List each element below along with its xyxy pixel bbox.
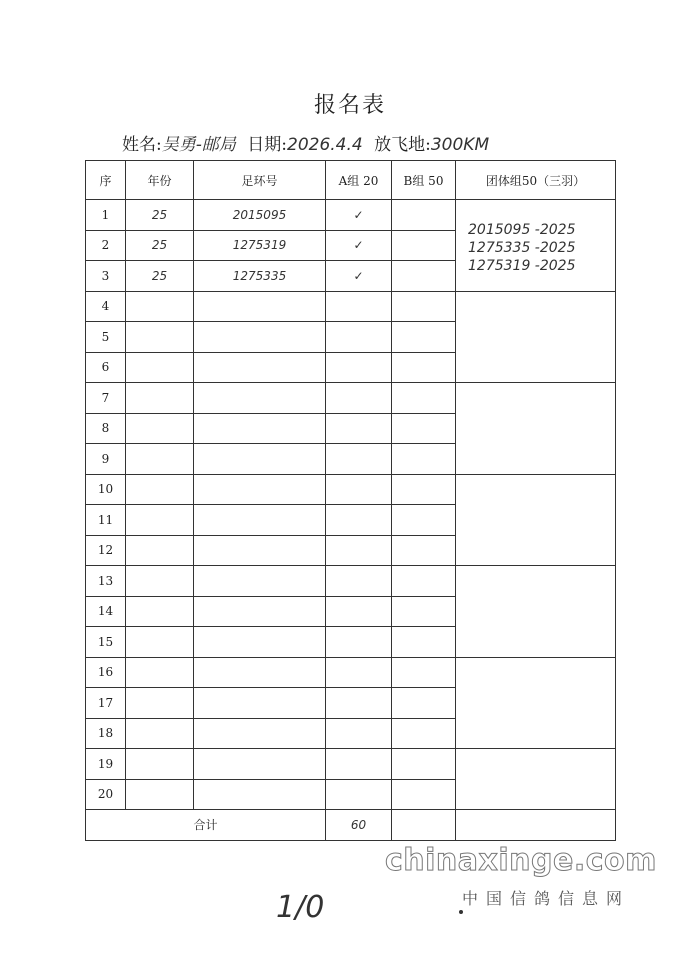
watermark-site-name: 中国信鸽信息网 [462,889,631,908]
team-group-ring-list [456,215,615,275]
col-header-ring: 足环号 [194,161,326,200]
row-year [126,505,194,536]
table-row [86,566,616,597]
date-label: 日期: [247,135,288,155]
row-ring-number [194,352,326,383]
row-index: 18 [86,718,126,749]
row-year [126,474,194,505]
row-year [126,718,194,749]
row-index: 3 [86,261,126,292]
row-group-a-check: ✓ [326,261,392,292]
row-group-b-check [392,383,456,414]
row-index: 15 [86,627,126,658]
row-group-b-check [392,322,456,353]
row-index: 17 [86,688,126,719]
row-ring-number [194,291,326,322]
row-group-b-check [392,718,456,749]
row-index: 4 [86,291,126,322]
row-group-a-check [326,566,392,597]
col-header-team: 团体组50（三羽） [456,161,616,200]
row-index: 19 [86,749,126,780]
table-row [86,474,616,505]
row-index: 20 [86,779,126,810]
row-year [126,596,194,627]
row-ring-number [194,535,326,566]
team-group-cell [456,200,616,292]
row-ring-number [194,718,326,749]
row-group-a-check [326,688,392,719]
row-group-b-check [392,779,456,810]
row-group-b-check [392,627,456,658]
row-group-a-check [326,474,392,505]
team-group-cell [456,474,616,566]
table-row [86,383,616,414]
row-year: 25 [126,261,194,292]
release-value: 300KM [430,135,490,155]
row-group-b-check [392,352,456,383]
row-ring-number [194,657,326,688]
row-group-b-check [392,657,456,688]
table-header-row [86,161,616,200]
row-ring-number [194,596,326,627]
table-body [86,200,616,810]
col-header-group-a: A组 20 [326,161,392,200]
row-year [126,779,194,810]
watermark-url: chinaxinge.com [385,843,657,878]
row-ring-number [194,627,326,658]
total-label: 合计 [86,810,326,841]
row-group-b-check [392,291,456,322]
row-year [126,352,194,383]
release-label: 放飞地: [374,135,431,155]
row-group-b-check [392,749,456,780]
row-ring-number [194,566,326,597]
watermark-dot [459,910,463,914]
row-ring-number [194,413,326,444]
row-index: 1 [86,200,126,231]
form-title: 报名表 [313,93,386,118]
row-ring-number [194,474,326,505]
row-ring-number [194,444,326,475]
row-index: 8 [86,413,126,444]
row-group-a-check [326,627,392,658]
row-ring-number [194,322,326,353]
table-row [86,657,616,688]
row-index: 11 [86,505,126,536]
row-ring-number: 1275335 [194,261,326,292]
row-year [126,291,194,322]
col-header-year: 年份 [126,161,194,200]
row-year [126,627,194,658]
col-header-index: 序 [86,161,126,200]
row-group-b-check [392,474,456,505]
row-group-a-check [326,596,392,627]
row-group-a-check [326,535,392,566]
row-year: 25 [126,230,194,261]
row-group-a-check: ✓ [326,200,392,231]
row-year [126,657,194,688]
row-index: 7 [86,383,126,414]
row-ring-number [194,383,326,414]
team-group-cell [456,383,616,475]
row-year: 25 [126,200,194,231]
row-index: 9 [86,444,126,475]
team-group-cell [456,749,616,810]
team-group-cell [456,657,616,749]
row-group-b-check [392,413,456,444]
date-value: 2026.4.4 [287,135,363,155]
row-group-a-check [326,322,392,353]
row-year [126,535,194,566]
total-b-value [392,810,456,841]
form-header-info [122,130,489,155]
row-group-a-check: ✓ [326,230,392,261]
table-row [86,749,616,780]
registration-table [85,160,616,841]
row-year [126,383,194,414]
row-group-a-check [326,779,392,810]
row-group-b-check [392,261,456,292]
row-year [126,749,194,780]
row-ring-number: 2015095 [194,200,326,231]
team-ring-entry: 2015095 -2025 [468,222,576,239]
row-index: 2 [86,230,126,261]
row-group-a-check [326,444,392,475]
total-a-value: 60 [326,810,392,841]
row-group-b-check [392,688,456,719]
row-ring-number [194,779,326,810]
row-index: 13 [86,566,126,597]
row-group-a-check [326,718,392,749]
col-header-group-b: B组 50 [392,161,456,200]
name-value: 吴勇-邮局 [161,135,236,155]
row-group-a-check [326,383,392,414]
row-index: 16 [86,657,126,688]
row-year [126,444,194,475]
row-index: 10 [86,474,126,505]
row-ring-number [194,749,326,780]
row-group-a-check [326,291,392,322]
row-group-a-check [326,749,392,780]
team-group-cell [456,291,616,383]
team-ring-entry: 1275335 -2025 [468,240,576,257]
team-ring-entry: 1275319 -2025 [468,258,576,275]
bottom-handwritten-note: 1/0 [276,890,325,925]
row-group-a-check [326,352,392,383]
row-group-b-check [392,566,456,597]
row-index: 12 [86,535,126,566]
row-group-b-check [392,200,456,231]
row-year [126,688,194,719]
total-team-value [456,810,616,841]
row-group-b-check [392,535,456,566]
row-index: 14 [86,596,126,627]
team-group-cell [456,566,616,658]
row-group-a-check [326,505,392,536]
row-year [126,413,194,444]
row-ring-number [194,505,326,536]
table-row [86,291,616,322]
row-ring-number: 1275319 [194,230,326,261]
row-group-b-check [392,505,456,536]
row-year [126,566,194,597]
row-year [126,322,194,353]
row-group-a-check [326,413,392,444]
total-row [86,810,616,841]
row-group-a-check [326,657,392,688]
name-label: 姓名: [122,135,162,155]
row-index: 6 [86,352,126,383]
table-row [86,200,616,231]
row-index: 5 [86,322,126,353]
row-group-b-check [392,230,456,261]
row-ring-number [194,688,326,719]
row-group-b-check [392,596,456,627]
row-group-b-check [392,444,456,475]
